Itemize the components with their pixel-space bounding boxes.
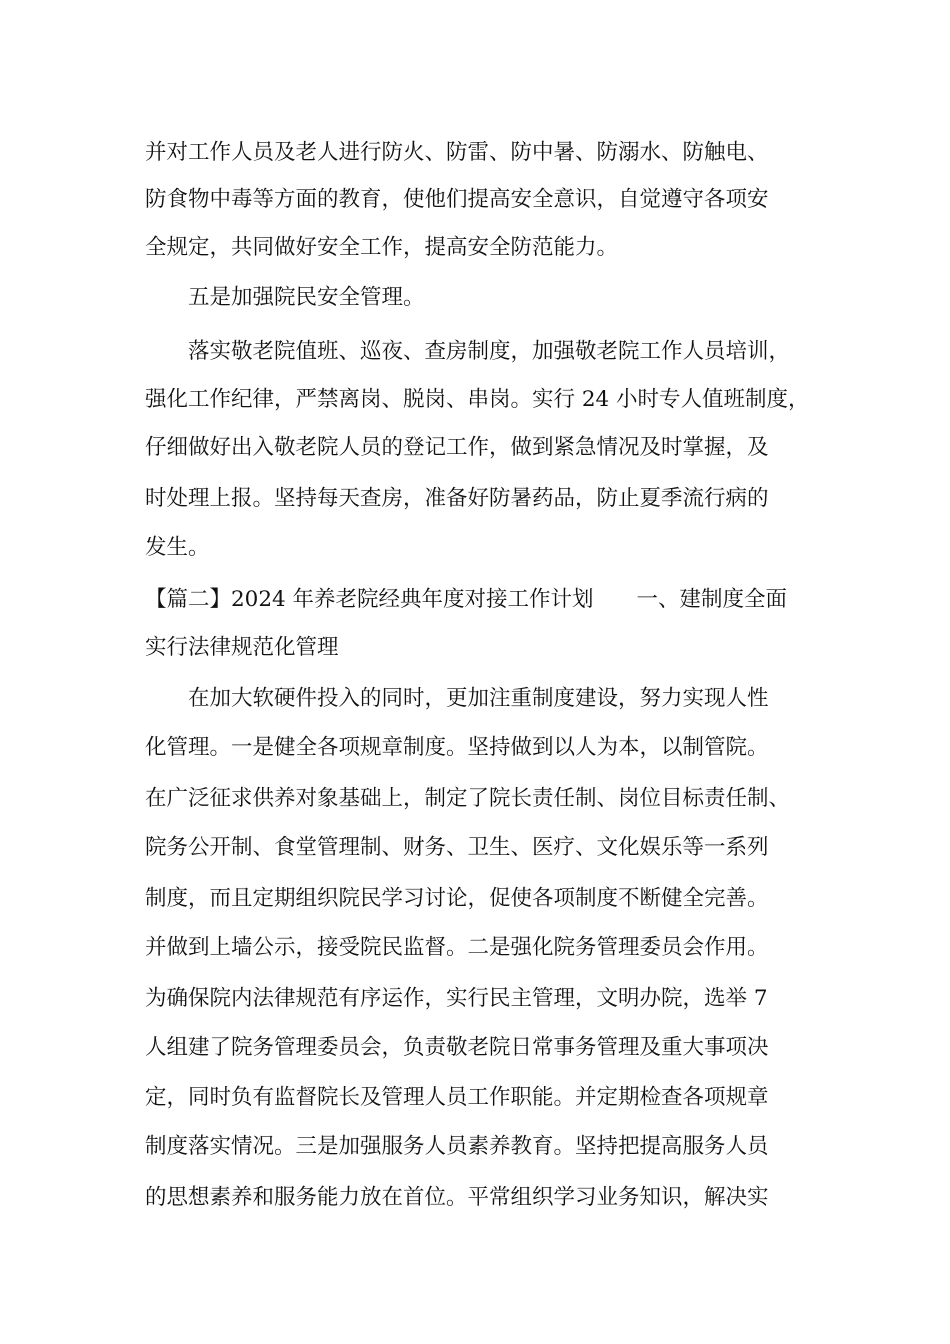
text-line: 院务公开制、食堂管理制、财务、卫生、医疗、文化娱乐等一系列 <box>145 835 769 860</box>
text-line: 在广泛征求供养对象基础上，制定了院长责任制、岗位目标责任制、 <box>145 786 791 811</box>
text-line: 强化工作纪律，严禁离岗、脱岗、串岗。实行 24 小时专人值班制度， <box>145 387 810 412</box>
paragraph-heading: 五是加强院民安全管理。 <box>188 285 425 310</box>
text-line: 全规定，共同做好安全工作，提高安全防范能力。 <box>145 235 619 260</box>
text-line: 并做到上墙公示，接受院民监督。二是强化院务管理委员会作用。 <box>145 935 769 960</box>
text-line: 落实敬老院值班、巡夜、查房制度，加强敬老院工作人员培训， <box>188 339 791 364</box>
section-title: 【篇二】2024 年养老院经典年度对接工作计划 一、建制度全面 <box>145 587 788 612</box>
text-line: 化管理。一是健全各项规章制度。坚持做到以人为本，以制管院。 <box>145 735 769 760</box>
text-line: 防食物中毒等方面的教育，使他们提高安全意识，自觉遵守各项安 <box>145 187 769 212</box>
text-line: 发生。 <box>145 535 210 560</box>
text-line: 的思想素养和服务能力放在首位。平常组织学习业务知识，解决实 <box>145 1185 769 1210</box>
text-line: 定，同时负有监督院长及管理人员工作职能。并定期检查各项规章 <box>145 1085 769 1110</box>
text-line: 为确保院内法律规范有序运作，实行民主管理，文明办院，选举 7 <box>145 986 768 1011</box>
text-line: 人组建了院务管理委员会，负责敬老院日常事务管理及重大事项决 <box>145 1035 769 1060</box>
text-line: 并对工作人员及老人进行防火、防雷、防中暑、防溺水、防触电、 <box>145 140 769 165</box>
text-line: 在加大软硬件投入的同时，更加注重制度建设，努力实现人性 <box>188 686 769 711</box>
section-title-continued: 实行法律规范化管理 <box>145 635 339 660</box>
text-line: 制度，而且定期组织院民学习讨论，促使各项制度不断健全完善。 <box>145 886 769 911</box>
text-line: 时处理上报。坚持每天查房，准备好防暑药品，防止夏季流行病的 <box>145 486 769 511</box>
text-line: 仔细做好出入敬老院人员的登记工作，做到紧急情况及时掌握，及 <box>145 435 769 460</box>
text-line: 制度落实情况。三是加强服务人员素养教育。坚持把提高服务人员 <box>145 1134 769 1159</box>
